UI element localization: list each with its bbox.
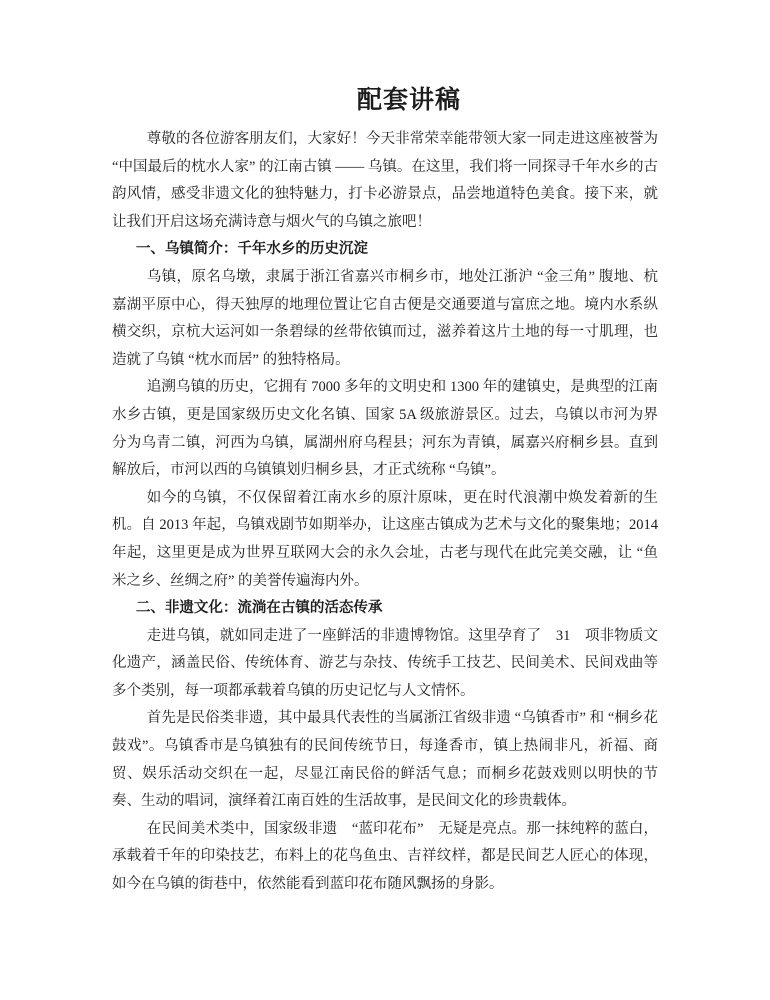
paragraph-heritage-overview: 走进乌镇，就如同走进了一座鲜活的非遗博物馆。这里孕育了 31 项非物质文化遗产，涵盖民俗、传统体育、游艺与杂技、传统手工技艺、民间美术、民间戏曲等多个类别，每一项都承载着乌镇的历史记忆与人文情怀。	[112, 627, 658, 699]
section-heading-wuzhen-intro: 一、乌镇简介：千年水乡的历史沉淀	[135, 241, 368, 258]
section-heading-intangible-heritage: 二、非遗文化：流淌在古镇的活态传承	[135, 600, 383, 617]
paragraph-history: 追溯乌镇的历史，它拥有 7000 多年的文明史和 1300 年的建镇史，是典型的江南水乡古镇，更是国家级历史文化名镇、国家 5A 级旅游景区。过去，乌镇以市河为界分为乌青二镇，河西为乌镇，属湖州府乌程县；河东为青镇，属嘉兴府桐乡县。直到解放后，市河以西的乌镇镇划归桐乡县，才正式统称 “乌镇”。	[112, 379, 658, 479]
paragraph-geography: 乌镇，原名乌墩，隶属于浙江省嘉兴市桐乡市，地处江浙沪 “金三角” 腹地、杭嘉湖平原中心，得天独厚的地理位置让它自古便是交通要道与富庶之地。境内水系纵横交织，京杭大运河如一条碧绿的丝带依镇而过，滋养着这片土地的每一寸肌理，也造就了乌镇 “枕水而居” 的独特格局。	[112, 268, 658, 368]
paragraph-modern-wuzhen: 如今的乌镇，不仅保留着江南水乡的原汁原味，更在时代浪潮中焕发着新的生机。自 2013 年起，乌镇戏剧节如期举办，让这座古镇成为艺术与文化的聚集地；2014 年起，这里更是成为世界互联网大会的永久会址，古老与现代在此完美交融，让 “鱼米之乡、丝绸之府” 的美誉传遍海内外。	[112, 489, 658, 589]
paragraph-folk-customs: 首先是民俗类非遗，其中最具代表性的当属浙江省级非遗 “乌镇香市” 和 “桐乡花鼓戏”。乌镇香市是乌镇独有的民间传统节日，每逢香市，镇上热闹非凡，祈福、商贸、娱乐活动交织在一起，尽显江南民俗的鲜活气息；而桐乡花鼓戏则以明快的节奏、生动的唱词，演绎着江南百姓的生活故事，是民间文化的珍贵载体。	[112, 710, 658, 810]
document-title: 配套讲稿	[356, 87, 461, 114]
paragraph-intro-greeting: 尊敬的各位游客朋友们，大家好！今天非常荣幸能带领大家一同走进这座被誉为 “中国最后的枕水人家” 的江南古镇 —— 乌镇。在这里，我们将一同探寻千年水乡的古韵风情，感受非遗文化的独特魅力，打卡必游景点，品尝地道特色美食。接下来，就让我们开启这场充满诗意与烟火气的乌镇之旅吧！	[112, 131, 658, 230]
paragraph-folk-art-indigo-cloth: 在民间美术类中，国家级非遗 “蓝印花布” 无疑是亮点。那一抹纯粹的蓝白，承载着千年的印染技艺，布料上的花鸟鱼虫、吉祥纹样，都是民间艺人匠心的体现，如今在乌镇的街巷中，依然能看到蓝印花布随风飘扬的身影。	[112, 820, 658, 893]
